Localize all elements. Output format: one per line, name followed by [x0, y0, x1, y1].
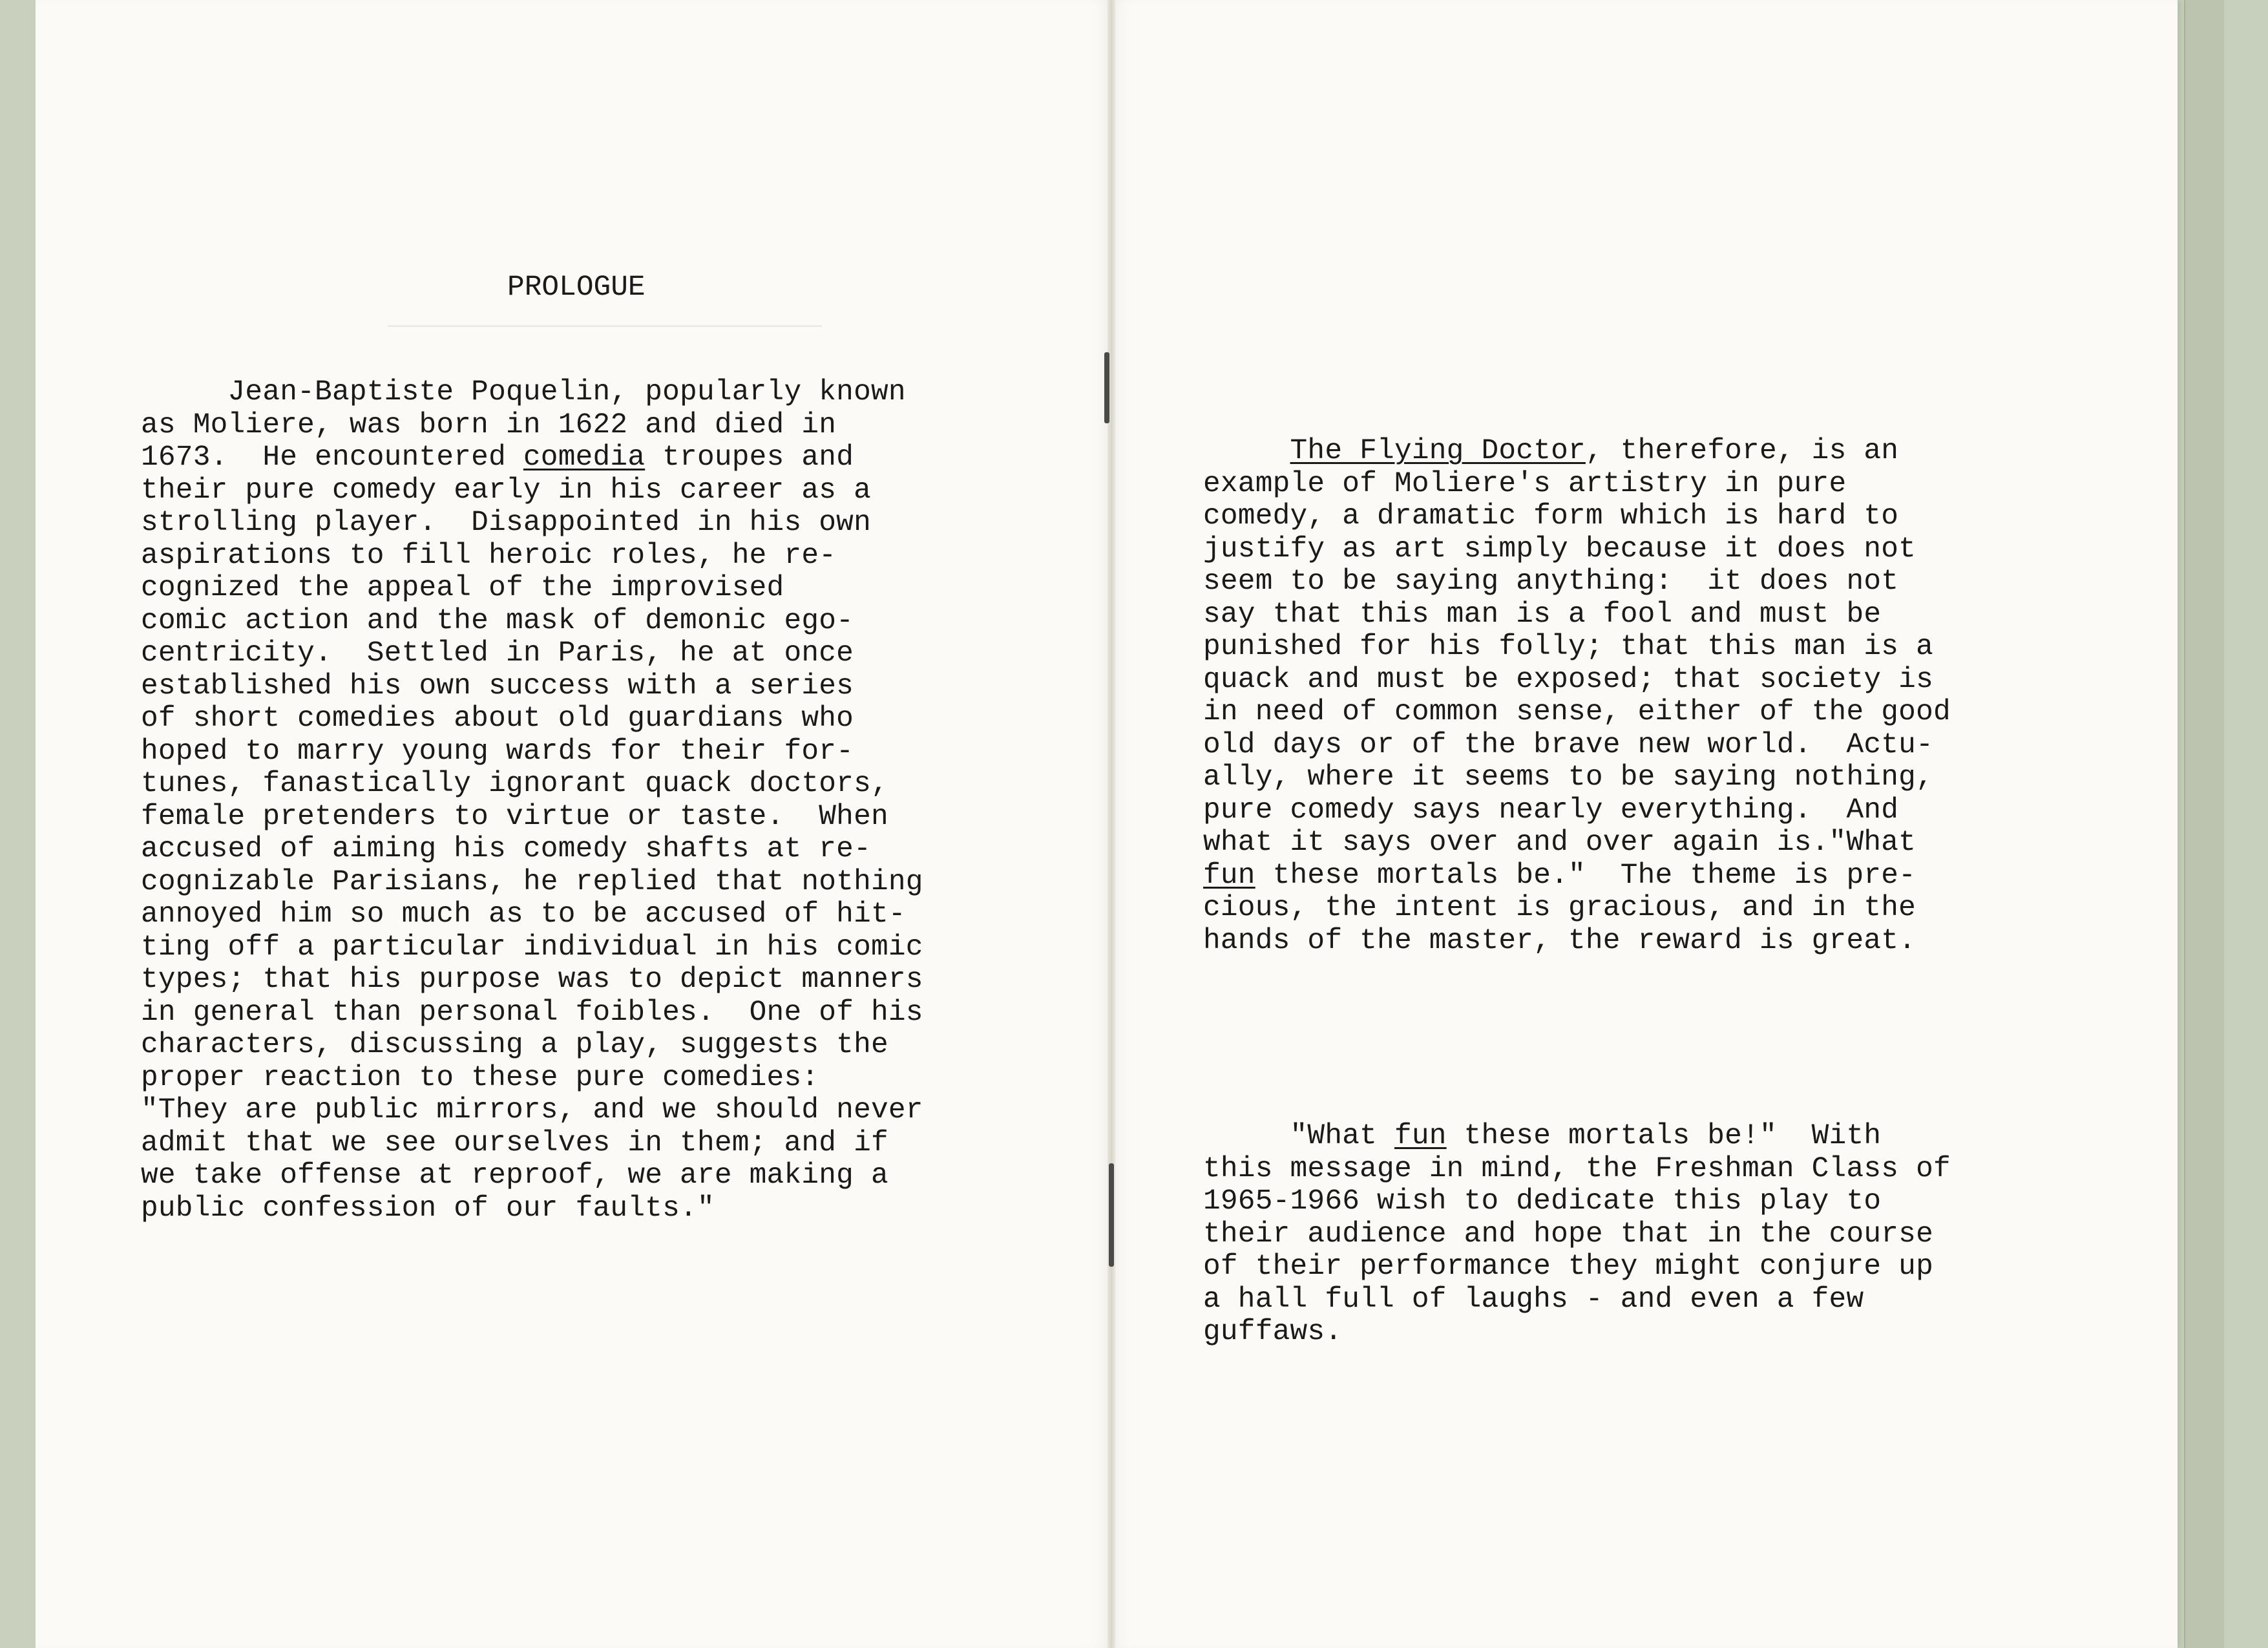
text-segment: 1965-1966 wish to dedicate this play to — [1203, 1185, 1882, 1218]
backing-edge — [2184, 0, 2224, 1648]
text-line — [1203, 435, 1951, 468]
text-line — [141, 376, 923, 409]
staple-bottom — [1109, 1163, 1114, 1267]
text-line — [1203, 664, 1951, 697]
dedication-body — [1203, 370, 1951, 1381]
text-segment: strolling player. Disappointed in his own — [141, 507, 871, 539]
text-line — [141, 1192, 923, 1225]
text-segment: seem to be saying anything: it does not — [1203, 565, 1899, 598]
text-segment: ally, where it seems to be saying nothing, — [1203, 761, 1933, 794]
text-segment: comic action and the mask of demonic ego- — [141, 604, 854, 637]
show-through-left: ──────────────────────────── — [388, 313, 823, 343]
text-segment: characters, discussing a play, suggests the — [141, 1029, 888, 1061]
prologue-heading: PROLOGUE — [507, 271, 646, 304]
text-segment: in general than personal foibles. One of his — [141, 996, 923, 1029]
text-line — [1203, 729, 1951, 762]
underlined-text: fun — [1203, 859, 1255, 892]
text-segment: of short comedies about old guardians who — [141, 703, 854, 735]
text-line — [1203, 1316, 1951, 1349]
text-segment: ting off a particular individual in his comic — [141, 931, 923, 964]
text-line — [1203, 500, 1951, 533]
text-segment: their pure comedy early in his career as a — [141, 474, 871, 507]
text-segment — [1203, 435, 1290, 467]
text-line — [1203, 533, 1951, 566]
text-segment: tunes, fanastically ignorant quack doctors, — [141, 768, 888, 800]
text-line — [141, 1062, 923, 1095]
text-line — [141, 801, 923, 834]
text-segment: Jean-Baptiste Poquelin, popularly known — [141, 376, 906, 408]
text-line — [141, 931, 923, 964]
text-line — [141, 1094, 923, 1127]
text-segment: hands of the master, the reward is great. — [1203, 924, 1916, 957]
text-segment: types; that his purpose was to depict manners — [141, 964, 923, 996]
text-segment: their audience and hope that in the course — [1203, 1218, 1933, 1251]
text-segment: cognized the appeal of the improvised — [141, 572, 784, 604]
text-segment: female pretenders to virtue or taste. When — [141, 800, 888, 833]
text-line — [141, 1159, 923, 1192]
text-segment: these mortals be!" With — [1446, 1120, 1882, 1152]
text-segment: a hall full of laughs - and even a few — [1203, 1283, 1864, 1316]
text-segment: annoyed him so much as to be accused of hit- — [141, 898, 906, 931]
staple-top — [1104, 352, 1109, 423]
text-line — [1203, 1218, 1951, 1251]
text-segment: punished for his folly; that this man is a — [1203, 631, 1933, 663]
text-line — [1203, 892, 1951, 925]
text-segment: these mortals be." The theme is pre- — [1255, 859, 1916, 892]
booklet-spine — [1108, 0, 1115, 1648]
text-segment: quack and must be exposed; that society is — [1203, 663, 1933, 696]
paragraph-dedication — [1203, 1120, 1951, 1349]
text-line — [1203, 827, 1951, 860]
text-segment: public confession of our faults." — [141, 1192, 715, 1225]
text-line — [141, 964, 923, 997]
text-line — [1203, 794, 1951, 827]
text-segment: "They are public mirrors, and we should never — [141, 1094, 923, 1126]
text-segment: centricity. Settled in Paris, he at once — [141, 637, 854, 670]
text-line — [1203, 598, 1951, 631]
text-line — [1203, 1284, 1951, 1316]
text-segment: pure comedy says nearly everything. And — [1203, 794, 1899, 827]
text-segment: comedy, a dramatic form which is hard to — [1203, 500, 1899, 533]
text-segment: old days or of the brave new world. Actu- — [1203, 728, 1933, 761]
text-line — [141, 605, 923, 638]
text-line — [141, 507, 923, 540]
text-segment: of their performance they might conjure up — [1203, 1251, 1933, 1283]
text-line — [1203, 696, 1951, 729]
text-segment: established his own success with a series — [141, 670, 854, 703]
text-segment: example of Moliere's artistry in pure — [1203, 467, 1847, 500]
text-line — [141, 866, 923, 899]
text-line — [141, 409, 923, 442]
text-segment: troupes and — [645, 441, 854, 474]
text-line — [1203, 761, 1951, 794]
underlined-text: The Flying Doctor — [1290, 435, 1586, 467]
text-line — [1203, 1120, 1951, 1153]
text-line — [141, 540, 923, 573]
text-line — [141, 703, 923, 735]
text-line — [1203, 860, 1951, 893]
text-line — [141, 441, 923, 474]
text-segment: justify as art simply because it does not — [1203, 533, 1916, 565]
text-line — [1203, 631, 1951, 664]
text-line — [141, 735, 923, 768]
text-segment: this message in mind, the Freshman Class of — [1203, 1152, 1951, 1185]
text-segment: as Moliere, was born in 1622 and died in — [141, 408, 837, 441]
text-segment: proper reaction to these pure comedies: — [141, 1061, 819, 1094]
text-line — [1203, 1185, 1951, 1218]
text-segment: hoped to marry young wards for their for- — [141, 735, 854, 768]
text-segment: cious, the intent is gracious, and in the — [1203, 892, 1916, 924]
text-line — [141, 637, 923, 670]
text-segment: "What — [1203, 1120, 1394, 1152]
text-line — [141, 670, 923, 703]
text-line — [1203, 468, 1951, 501]
paragraph-flying-doctor — [1203, 435, 1951, 957]
text-line — [1203, 925, 1951, 958]
underlined-text: comedia — [523, 441, 646, 474]
text-segment: we take offense at reproof, we are making a — [141, 1159, 888, 1192]
text-line — [141, 768, 923, 801]
text-segment: 1673. He encountered — [141, 441, 523, 474]
text-line — [141, 898, 923, 931]
text-line — [141, 997, 923, 1030]
text-segment: what it says over and over again is."What — [1203, 827, 1916, 859]
text-line — [141, 1127, 923, 1160]
text-line — [141, 833, 923, 866]
text-segment: aspirations to fill heroic roles, he re- — [141, 539, 837, 572]
text-line — [141, 474, 923, 507]
text-segment: guffaws. — [1203, 1316, 1343, 1348]
text-line — [1203, 1153, 1951, 1186]
text-segment: , therefore, is an — [1585, 435, 1899, 467]
text-line — [141, 572, 923, 605]
text-line — [141, 1029, 923, 1062]
text-segment: say that this man is a fool and must be — [1203, 598, 1882, 631]
underlined-text: fun — [1394, 1120, 1447, 1152]
text-segment: in need of common sense, either of the good — [1203, 696, 1951, 728]
prologue-body — [141, 376, 923, 1225]
text-line — [1203, 565, 1951, 598]
text-segment: accused of aiming his comedy shafts at re- — [141, 833, 871, 865]
text-line — [1203, 1251, 1951, 1284]
text-segment: admit that we see ourselves in them; and if — [141, 1126, 888, 1159]
text-segment: cognizable Parisians, he replied that nothing — [141, 865, 923, 898]
